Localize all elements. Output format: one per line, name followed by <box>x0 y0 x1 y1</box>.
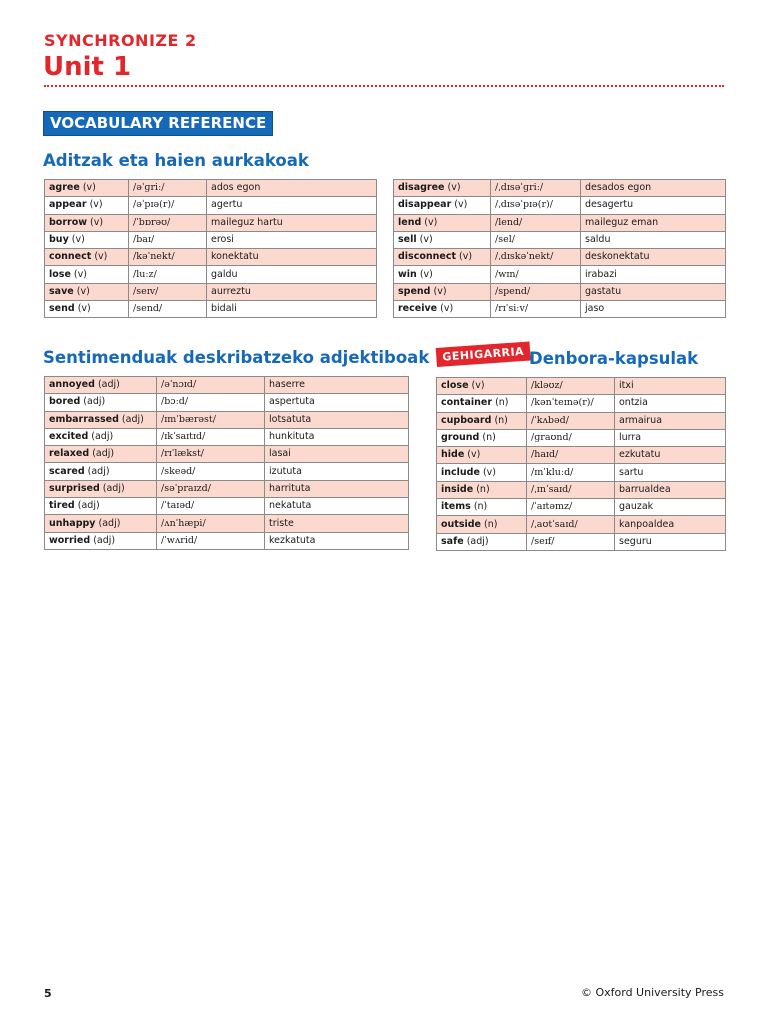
vocab-word-cell <box>437 412 527 429</box>
vocab-word: borrow <box>49 216 87 228</box>
vocab-word-cell <box>437 533 527 550</box>
vocab-word: agree <box>49 182 80 194</box>
vocab-row <box>437 429 726 446</box>
vocab-word-cell <box>394 266 491 283</box>
part-of-speech: (adj) <box>121 413 144 425</box>
vocab-word: annoyed <box>49 379 95 391</box>
vocab-word-cell <box>45 394 157 411</box>
vocab-word-cell <box>394 231 491 248</box>
vocab-word-cell <box>45 214 129 231</box>
part-of-speech: (v) <box>76 285 90 297</box>
pronunciation: /ɡraʊnd/ <box>527 429 615 446</box>
translation: ados egon <box>207 180 377 197</box>
translation: jaso <box>581 301 726 318</box>
translation: lurra <box>615 429 726 446</box>
vocab-word: worried <box>49 534 91 546</box>
vocab-word: send <box>49 303 75 315</box>
part-of-speech: (v) <box>419 234 433 246</box>
translation: haserre <box>265 377 409 394</box>
vocabulary-banner: VOCABULARY REFERENCE <box>43 111 273 136</box>
part-of-speech: (v) <box>459 251 473 263</box>
translation: harrituta <box>265 480 409 497</box>
vocab-word-cell <box>45 249 129 266</box>
translation: hunkituta <box>265 428 409 445</box>
vocab-word-cell <box>437 447 527 464</box>
part-of-speech: (v) <box>94 251 108 263</box>
pronunciation: /ˌdɪsəˈɡriː/ <box>491 180 581 197</box>
translation: aspertuta <box>265 394 409 411</box>
pronunciation: /ˌɪnˈsaɪd/ <box>527 481 615 498</box>
pronunciation: /ˈaɪtəmz/ <box>527 499 615 516</box>
part-of-speech: (adj) <box>77 500 100 512</box>
vocab-word: bored <box>49 396 81 408</box>
translation: barrualdea <box>615 481 726 498</box>
translation: ontzia <box>615 395 726 412</box>
vocab-row <box>45 214 377 231</box>
gehigarria-tag: GEHIGARRIA <box>436 341 531 367</box>
capsules-table <box>436 377 726 551</box>
vocab-word-cell <box>437 395 527 412</box>
vocab-row <box>437 412 726 429</box>
translation: lasai <box>265 446 409 463</box>
pronunciation: /lend/ <box>491 214 581 231</box>
part-of-speech: (n) <box>473 501 488 513</box>
part-of-speech: (adj) <box>466 535 489 547</box>
title-divider <box>44 85 724 87</box>
pronunciation: /əˈɡriː/ <box>129 180 207 197</box>
translation: izututa <box>265 463 409 480</box>
vocab-row <box>394 231 726 248</box>
vocab-row <box>437 378 726 395</box>
vocab-word: save <box>49 285 74 297</box>
vocab-word-cell <box>45 532 157 549</box>
part-of-speech: (adj) <box>98 517 121 529</box>
vocab-word: tired <box>49 500 75 512</box>
vocab-word-cell <box>394 301 491 318</box>
vocab-word: disconnect <box>398 251 457 263</box>
part-of-speech: (adj) <box>87 465 110 477</box>
vocab-word-cell <box>45 266 129 283</box>
translation: desados egon <box>581 180 726 197</box>
pronunciation: /rɪˈsiːv/ <box>491 301 581 318</box>
translation: nekatuta <box>265 498 409 515</box>
pronunciation: /luːz/ <box>129 266 207 283</box>
vocab-word-cell <box>45 377 157 394</box>
vocab-word: lend <box>398 216 422 228</box>
vocab-word: outside <box>441 518 481 530</box>
pronunciation: /seɪf/ <box>527 533 615 550</box>
pronunciation: /rɪˈlækst/ <box>157 446 265 463</box>
part-of-speech: (n) <box>495 397 509 409</box>
vocab-row <box>437 533 726 550</box>
pronunciation: /ˈwʌrid/ <box>157 532 265 549</box>
series-title: SYNCHRONIZE 2 <box>44 31 197 50</box>
vocab-row <box>394 214 726 231</box>
translation: deskonektatu <box>581 249 726 266</box>
vocab-word: receive <box>398 303 438 315</box>
vocab-word-cell <box>394 197 491 214</box>
vocab-word-cell <box>45 180 129 197</box>
translation: saldu <box>581 231 726 248</box>
part-of-speech: (v) <box>471 380 485 392</box>
part-of-speech: (v) <box>433 285 447 297</box>
part-of-speech: (v) <box>73 268 87 280</box>
vocab-row <box>437 481 726 498</box>
vocab-row <box>437 499 726 516</box>
pronunciation: /seɪv/ <box>129 283 207 300</box>
translation: agertu <box>207 197 377 214</box>
vocab-row <box>45 180 377 197</box>
vocab-word: items <box>441 501 471 513</box>
vocab-row <box>394 301 726 318</box>
vocab-row <box>45 377 409 394</box>
vocab-word-cell <box>45 515 157 532</box>
translation: sartu <box>615 464 726 481</box>
part-of-speech: (v) <box>89 199 103 211</box>
translation: kezkatuta <box>265 532 409 549</box>
translation: konektatu <box>207 249 377 266</box>
vocab-word: lose <box>49 268 71 280</box>
part-of-speech: (v) <box>467 449 481 461</box>
pronunciation: /bɔːd/ <box>157 394 265 411</box>
translation: ezkutatu <box>615 447 726 464</box>
translation: maileguz hartu <box>207 214 377 231</box>
translation: bidali <box>207 301 377 318</box>
translation: lotsatuta <box>265 411 409 428</box>
pronunciation: /kləʊz/ <box>527 378 615 395</box>
verbs-table-right <box>393 179 726 318</box>
adjectives-heading: Sentimenduak deskribatzeko adjektiboak <box>43 348 430 367</box>
vocab-row <box>437 464 726 481</box>
vocab-row <box>45 197 377 214</box>
vocab-row <box>394 180 726 197</box>
vocab-word: win <box>398 268 417 280</box>
translation: gauzak <box>615 499 726 516</box>
pronunciation: /ˌdɪskəˈnekt/ <box>491 249 581 266</box>
vocab-row <box>394 197 726 214</box>
vocab-row <box>45 266 377 283</box>
vocab-word-cell <box>437 516 527 533</box>
unit-title: Unit 1 <box>43 52 132 82</box>
vocab-row <box>45 428 409 445</box>
vocab-word-cell <box>437 429 527 446</box>
adjectives-table <box>44 376 409 550</box>
part-of-speech: (v) <box>424 216 438 228</box>
vocab-word: include <box>441 466 480 478</box>
vocab-word-cell <box>45 231 129 248</box>
pronunciation: /skeəd/ <box>157 463 265 480</box>
vocab-row <box>45 463 409 480</box>
part-of-speech: (n) <box>494 414 508 426</box>
vocab-word: hide <box>441 449 465 461</box>
copyright: © Oxford University Press <box>580 986 724 999</box>
part-of-speech: (n) <box>484 518 498 530</box>
vocab-word: sell <box>398 234 417 246</box>
vocab-word-cell <box>45 283 129 300</box>
vocab-word-cell <box>45 446 157 463</box>
vocab-word-cell <box>45 197 129 214</box>
vocab-word-cell <box>437 481 527 498</box>
translation: itxi <box>615 378 726 395</box>
vocab-row <box>45 480 409 497</box>
pronunciation: /əˈpɪə(r)/ <box>129 197 207 214</box>
part-of-speech: (n) <box>476 483 490 495</box>
vocab-word: connect <box>49 251 92 263</box>
pronunciation: /send/ <box>129 301 207 318</box>
vocab-word-cell <box>394 180 491 197</box>
vocab-row <box>45 515 409 532</box>
vocab-row <box>45 301 377 318</box>
part-of-speech: (adj) <box>97 379 120 391</box>
vocab-word: surprised <box>49 482 100 494</box>
pronunciation: /ˌaʊtˈsaɪd/ <box>527 516 615 533</box>
capsules-heading: Denbora-kapsulak <box>529 349 699 368</box>
part-of-speech: (adj) <box>92 448 115 460</box>
vocab-word: embarrassed <box>49 413 119 425</box>
pronunciation: /baɪ/ <box>129 231 207 248</box>
vocab-word-cell <box>437 378 527 395</box>
translation: seguru <box>615 533 726 550</box>
vocab-row <box>394 249 726 266</box>
vocab-row <box>394 283 726 300</box>
pronunciation: /ˈbɒrəʊ/ <box>129 214 207 231</box>
vocab-word-cell <box>45 480 157 497</box>
pronunciation: /kəˈnekt/ <box>129 249 207 266</box>
vocab-row <box>45 283 377 300</box>
vocab-word: scared <box>49 465 85 477</box>
vocab-row <box>45 446 409 463</box>
translation: gastatu <box>581 283 726 300</box>
pronunciation: /ɪkˈsaɪtɪd/ <box>157 428 265 445</box>
translation: aurreztu <box>207 283 377 300</box>
pronunciation: /haɪd/ <box>527 447 615 464</box>
pronunciation: /sel/ <box>491 231 581 248</box>
part-of-speech: (v) <box>454 199 468 211</box>
vocab-word: spend <box>398 285 431 297</box>
vocab-word-cell <box>437 499 527 516</box>
part-of-speech: (v) <box>71 234 85 246</box>
vocab-row <box>45 532 409 549</box>
pronunciation: /ʌnˈhæpi/ <box>157 515 265 532</box>
vocab-word: excited <box>49 431 89 443</box>
part-of-speech: (v) <box>419 268 433 280</box>
part-of-speech: (n) <box>482 432 496 444</box>
vocab-word: appear <box>49 199 87 211</box>
vocab-row <box>437 516 726 533</box>
part-of-speech: (v) <box>447 182 461 194</box>
part-of-speech: (v) <box>440 303 454 315</box>
vocab-word-cell <box>45 463 157 480</box>
vocab-word: unhappy <box>49 517 96 529</box>
part-of-speech: (adj) <box>83 396 106 408</box>
vocab-word-cell <box>394 214 491 231</box>
pronunciation: /kənˈteɪnə(r)/ <box>527 395 615 412</box>
vocab-word: close <box>441 380 469 392</box>
pronunciation: /ɪmˈbærəst/ <box>157 411 265 428</box>
vocab-word: relaxed <box>49 448 90 460</box>
vocab-word-cell <box>437 464 527 481</box>
part-of-speech: (v) <box>482 466 496 478</box>
vocab-row <box>437 447 726 464</box>
translation: erosi <box>207 231 377 248</box>
translation: armairua <box>615 412 726 429</box>
part-of-speech: (adj) <box>91 431 114 443</box>
pronunciation: /spend/ <box>491 283 581 300</box>
vocab-row <box>45 249 377 266</box>
vocab-row <box>45 498 409 515</box>
vocab-word-cell <box>45 411 157 428</box>
vocab-word: disappear <box>398 199 452 211</box>
translation: galdu <box>207 266 377 283</box>
translation: maileguz eman <box>581 214 726 231</box>
verbs-heading: Aditzak eta haien aurkakoak <box>43 151 309 170</box>
translation: kanpoaldea <box>615 516 726 533</box>
vocab-word: ground <box>441 432 480 444</box>
vocab-row <box>45 231 377 248</box>
part-of-speech: (adj) <box>93 534 116 546</box>
pronunciation: /ɪnˈkluːd/ <box>527 464 615 481</box>
vocab-row <box>45 394 409 411</box>
pronunciation: /əˈnɔɪd/ <box>157 377 265 394</box>
vocab-row <box>394 266 726 283</box>
vocab-row <box>437 395 726 412</box>
vocab-row <box>45 411 409 428</box>
vocab-word: inside <box>441 483 474 495</box>
translation: desagertu <box>581 197 726 214</box>
part-of-speech: (v) <box>90 216 104 228</box>
vocab-word: disagree <box>398 182 445 194</box>
pronunciation: /səˈpraɪzd/ <box>157 480 265 497</box>
vocab-word-cell <box>45 498 157 515</box>
vocab-word: cupboard <box>441 414 492 426</box>
pronunciation: /ˈkʌbəd/ <box>527 412 615 429</box>
translation: irabazi <box>581 266 726 283</box>
vocab-word: container <box>441 397 493 409</box>
part-of-speech: (v) <box>77 303 91 315</box>
verbs-table-left <box>44 179 377 318</box>
vocab-word: buy <box>49 234 69 246</box>
vocab-word-cell <box>45 301 129 318</box>
vocab-word-cell <box>45 428 157 445</box>
pronunciation: /wɪn/ <box>491 266 581 283</box>
part-of-speech: (v) <box>82 182 96 194</box>
pronunciation: /ˌdɪsəˈpɪə(r)/ <box>491 197 581 214</box>
translation: triste <box>265 515 409 532</box>
vocab-word: safe <box>441 535 464 547</box>
page-number: 5 <box>44 987 52 1000</box>
part-of-speech: (adj) <box>102 482 125 494</box>
vocab-word-cell <box>394 283 491 300</box>
pronunciation: /ˈtaɪəd/ <box>157 498 265 515</box>
vocab-word-cell <box>394 249 491 266</box>
